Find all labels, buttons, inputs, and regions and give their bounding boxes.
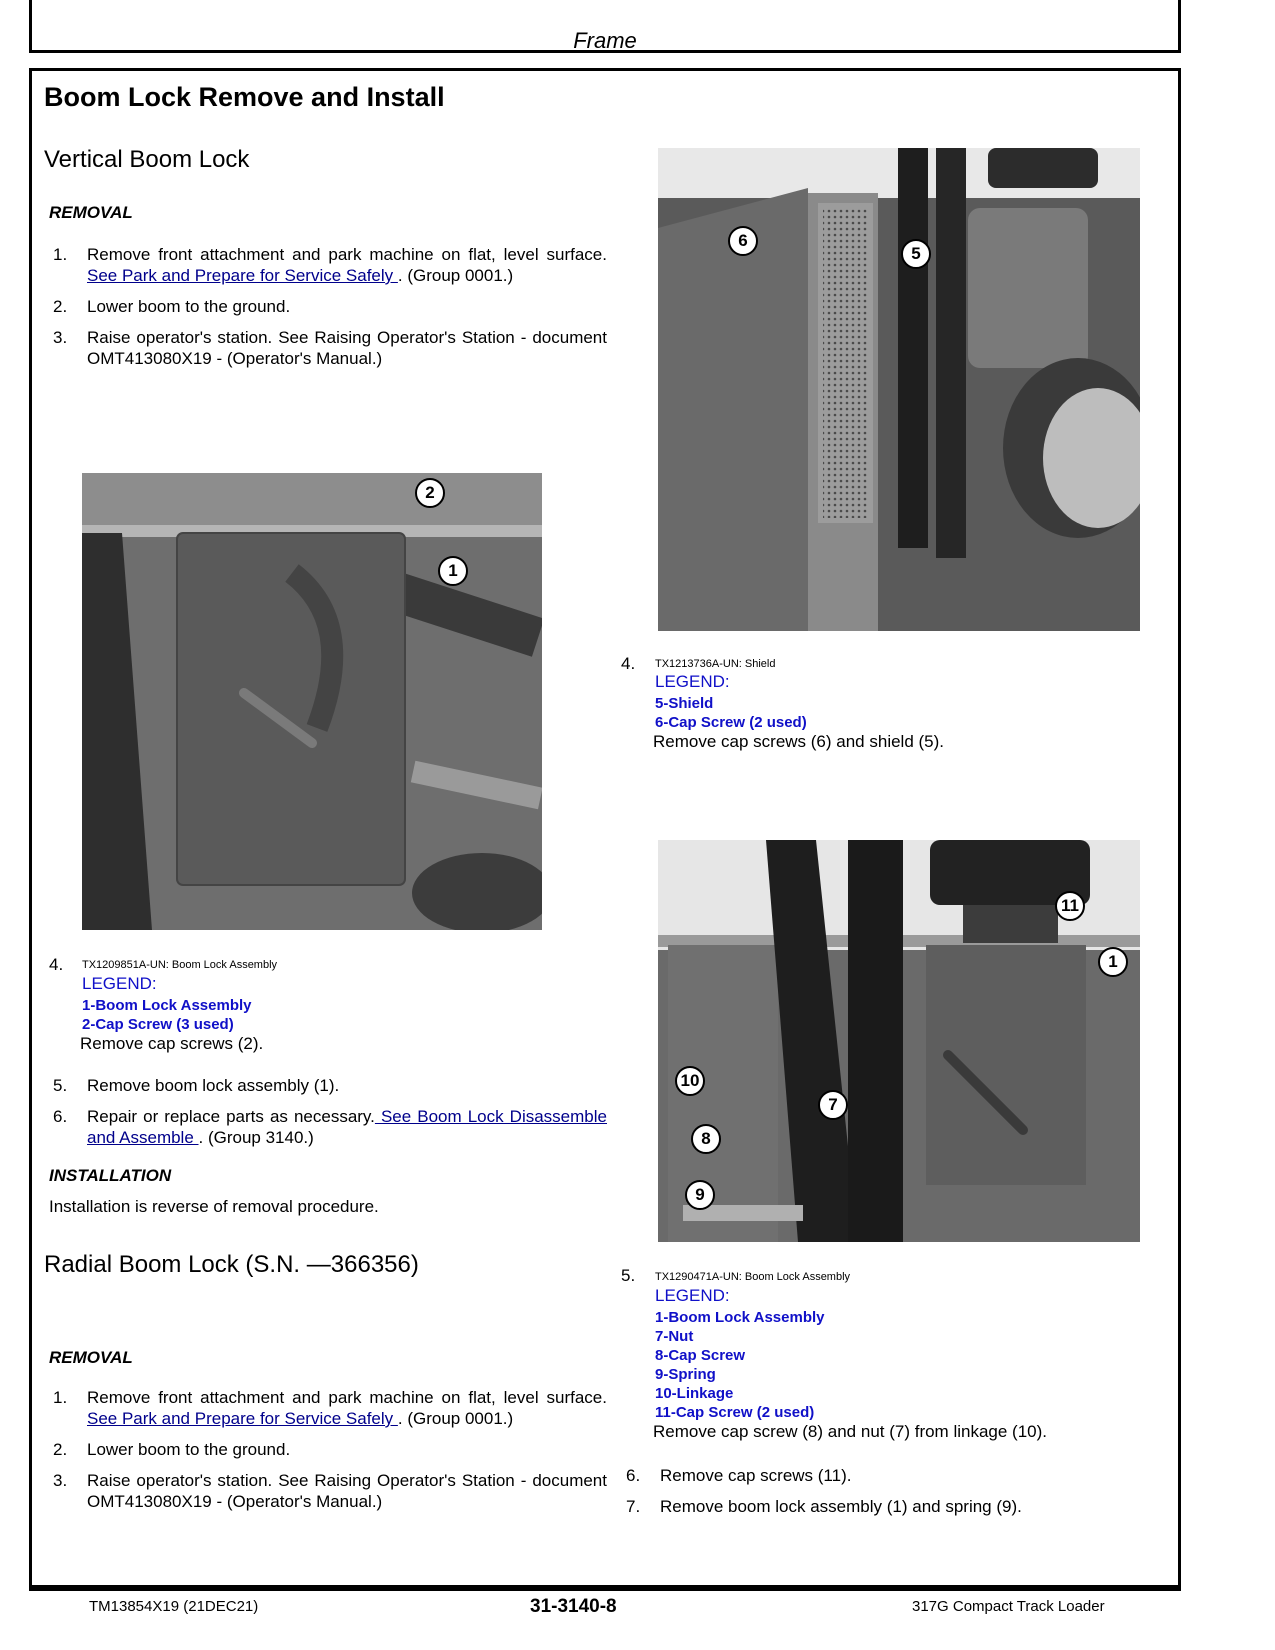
boom-lock-disassemble-link[interactable]: See Boom Lock Disassemble and Assemble xyxy=(87,1107,607,1147)
figure-instruction: Remove cap screws (6) and shield (5). xyxy=(653,732,945,751)
footer-doc-id: TM13854X19 (21DEC21) xyxy=(89,1598,259,1615)
legend-item: 1-Boom Lock Assembly xyxy=(82,997,252,1014)
boom-lock-assembly-photo xyxy=(82,473,542,930)
step-item: 3. Raise operator's station. See Raising Operator's Station - document OMT413080X19 - (Operator's Manual.) xyxy=(53,1471,607,1511)
bottom-rule xyxy=(29,1585,1181,1591)
legend-item: 10-Linkage xyxy=(655,1385,734,1402)
legend-heading: LEGEND: xyxy=(82,974,157,993)
legend-heading: LEGEND: xyxy=(655,1286,730,1305)
step-item: 2. Lower boom to the ground. xyxy=(53,297,291,316)
callout-2: 2 xyxy=(415,478,445,508)
section-title-radial: Radial Boom Lock (S.N. —366356) xyxy=(44,1251,419,1278)
step-item: 1. Remove front attachment and park machine on flat, level surface. See Park and Prepare for Service Safely . (Group 0001.) xyxy=(53,245,607,285)
callout-10: 10 xyxy=(675,1066,705,1096)
legend-item: 5-Shield xyxy=(655,695,714,712)
callout-1: 1 xyxy=(438,556,468,586)
figure-id: TX1290471A-UN: Boom Lock Assembly xyxy=(655,1271,851,1283)
removal-label: REMOVAL xyxy=(49,203,133,222)
legend-item: 9-Spring xyxy=(655,1366,716,1383)
figure-id: TX1213736A-UN: Shield xyxy=(655,658,776,670)
step-item: 7. Remove boom lock assembly (1) and spring (9). xyxy=(626,1497,1022,1516)
legend-item: 6-Cap Screw (2 used) xyxy=(655,714,807,731)
footer-page-number: 31-3140-8 xyxy=(530,1596,617,1617)
legend-item: 8-Cap Screw xyxy=(655,1347,746,1364)
figure-number: 4. xyxy=(621,654,636,673)
callout-11: 11 xyxy=(1055,891,1085,921)
step-item: 3. Raise operator's station. See Raising Operator's Station - document OMT413080X19 - (Operator's Manual.) xyxy=(53,328,607,368)
step-item: 6. Repair or replace parts as necessary. See Boom Lock Disassemble and Assemble . (Group 3140.) xyxy=(53,1107,607,1147)
legend-item: 1-Boom Lock Assembly xyxy=(655,1309,825,1326)
shield-photo xyxy=(658,148,1140,631)
section-title-vertical: Vertical Boom Lock xyxy=(44,146,250,173)
vertical-removal-steps-continued xyxy=(49,1075,607,1158)
callout-1: 1 xyxy=(1098,947,1128,977)
park-prepare-link[interactable]: See Park and Prepare for Service Safely xyxy=(87,266,398,285)
figure-id: TX1209851A-UN: Boom Lock Assembly xyxy=(82,959,278,971)
step-item: 1. Remove front attachment and park machine on flat, level surface. See Park and Prepare for Service Safely . (Group 0001.) xyxy=(53,1388,607,1428)
header-title: Frame xyxy=(573,28,637,53)
step-item: 5. Remove boom lock assembly (1). xyxy=(53,1076,340,1095)
callout-9: 9 xyxy=(685,1180,715,1210)
legend-heading: LEGEND: xyxy=(655,672,730,691)
radial-boom-lock-photo xyxy=(658,840,1140,1242)
figure-instruction: Remove cap screw (8) and nut (7) from linkage (10). xyxy=(653,1422,1047,1441)
callout-5: 5 xyxy=(901,239,931,269)
step-item: 2. Lower boom to the ground. xyxy=(53,1440,291,1459)
radial-removal-steps-continued xyxy=(622,1465,1130,1527)
installation-label: INSTALLATION xyxy=(49,1166,172,1185)
callout-6: 6 xyxy=(728,226,758,256)
vertical-removal-steps xyxy=(49,244,607,379)
footer-model: 317G Compact Track Loader xyxy=(912,1598,1105,1615)
legend-item: 7-Nut xyxy=(655,1328,694,1345)
figure-number: 5. xyxy=(621,1266,636,1285)
radial-removal-steps xyxy=(49,1387,607,1522)
installation-text: Installation is reverse of removal procedure. xyxy=(49,1197,379,1216)
legend-item: 11-Cap Screw (2 used) xyxy=(655,1404,815,1421)
callout-8: 8 xyxy=(691,1124,721,1154)
figure-instruction: Remove cap screws (2). xyxy=(80,1034,264,1053)
legend-item: 2-Cap Screw (3 used) xyxy=(82,1016,234,1033)
figure-number: 4. xyxy=(49,955,64,974)
step-item: 6. Remove cap screws (11). xyxy=(626,1466,852,1485)
callout-7: 7 xyxy=(818,1090,848,1120)
park-prepare-link[interactable]: See Park and Prepare for Service Safely xyxy=(87,1409,398,1428)
removal-label: REMOVAL xyxy=(49,1348,133,1367)
page-title: Boom Lock Remove and Install xyxy=(44,82,445,112)
